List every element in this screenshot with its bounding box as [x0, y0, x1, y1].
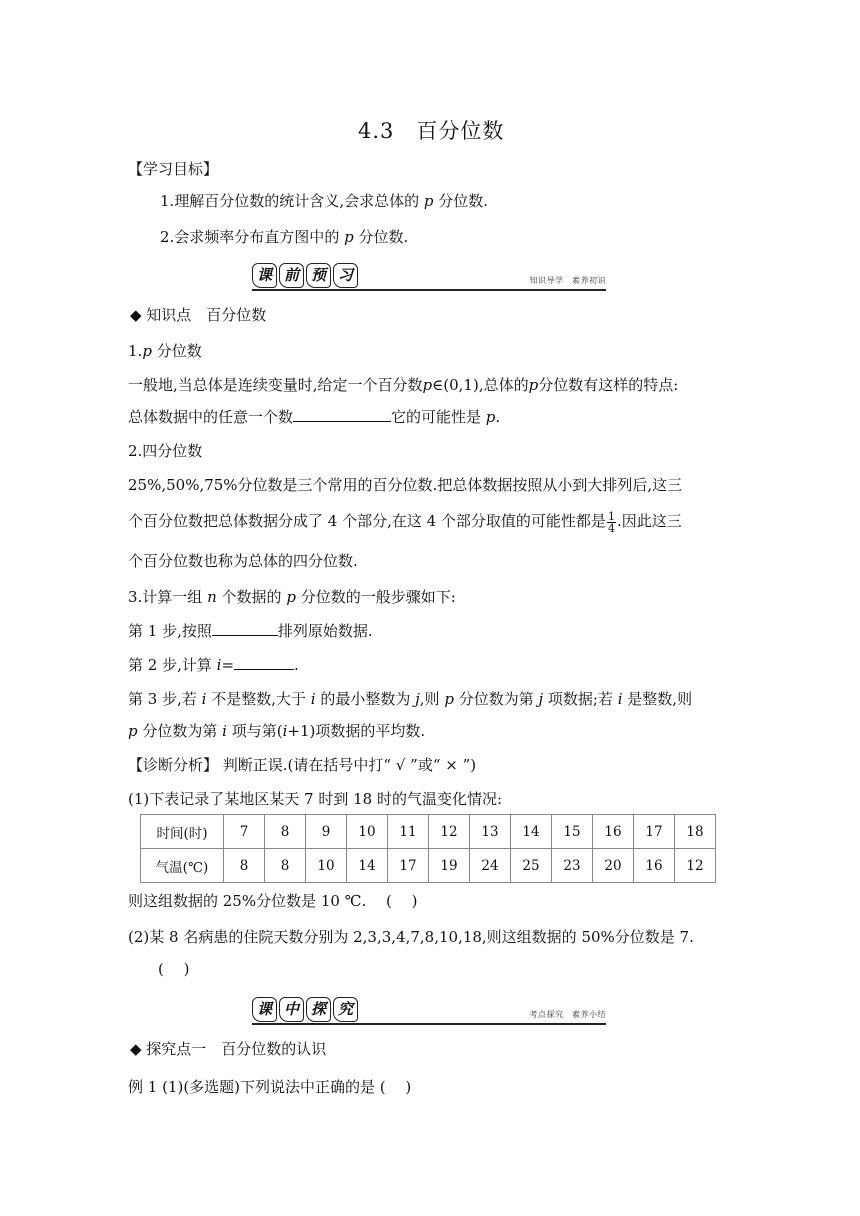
- section-1-line-1: 一般地,当总体是连续变量时,给定一个百分数p∈(0,1),总体的p分位数有这样的特点:: [128, 376, 679, 394]
- banner-char: 探: [306, 997, 331, 1022]
- objective-1: 1.理解百分位数的统计含义,会求总体的 p 分位数.: [160, 192, 489, 210]
- row-label-time: 时间(时): [141, 815, 224, 849]
- fill-blank[interactable]: [234, 655, 294, 670]
- table-cell: 8: [265, 849, 306, 883]
- table-cell: 17: [634, 815, 675, 849]
- row-label-temp: 气温(℃): [141, 849, 224, 883]
- table-cell: 8: [224, 849, 265, 883]
- banner-rule: [252, 289, 606, 291]
- fill-blank[interactable]: [212, 621, 278, 636]
- knowledge-heading: ◆ 知识点 百分位数: [130, 306, 267, 324]
- temperature-table: [140, 814, 716, 883]
- question-1: (1)下表记录了某地区某天 7 时到 18 时的气温变化情况:: [128, 790, 503, 808]
- fill-blank[interactable]: [293, 407, 391, 422]
- section-banner-explore: [252, 996, 606, 1026]
- table-cell: 17: [388, 849, 429, 883]
- section-banner-preview: [252, 262, 606, 292]
- banner-char: 习: [333, 263, 358, 288]
- table-cell: 16: [593, 815, 634, 849]
- table-cell: 15: [552, 815, 593, 849]
- question-2-bracket[interactable]: ( ): [158, 960, 190, 978]
- section-1-title: 1.p 分位数: [128, 342, 202, 360]
- table-cell: 10: [306, 849, 347, 883]
- step-3-line-2: p 分位数为第 i 项与第(i+1)项数据的平均数.: [128, 722, 426, 740]
- banner-rule: [252, 1023, 606, 1025]
- table-cell: 7: [224, 815, 265, 849]
- explore-heading: ◆ 探究点一 百分位数的认识: [130, 1040, 327, 1058]
- step-3-line-1: 第 3 步,若 i 不是整数,大于 i 的最小整数为 j,则 p 分位数为第 j 项数据;若 i 是整数,则: [128, 690, 693, 708]
- table-cell: 12: [429, 815, 470, 849]
- step-1: 第 1 步,按照 排列原始数据.: [128, 622, 373, 640]
- table-cell: 9: [306, 815, 347, 849]
- table-row: [141, 815, 716, 849]
- table-cell: 10: [347, 815, 388, 849]
- banner-title: [252, 997, 358, 1021]
- banner-char: 前: [279, 263, 304, 288]
- banner-title: [252, 263, 358, 287]
- table-cell: 25: [511, 849, 552, 883]
- banner-char: 课: [252, 997, 277, 1022]
- banner-subtitle: 知识导学 素养初识: [529, 276, 606, 285]
- section-2-title: 2.四分位数: [128, 442, 203, 460]
- example-1: 例 1 (1)(多选题)下列说法中正确的是 ( ): [128, 1078, 412, 1096]
- table-cell: 8: [265, 815, 306, 849]
- banner-char: 中: [279, 997, 304, 1022]
- section-2-line-1: 25%,50%,75%分位数是三个常用的百分位数.把总体数据按照从小到大排列后,这三: [128, 476, 683, 494]
- table-cell: 16: [634, 849, 675, 883]
- question-1-answer: 则这组数据的 25%分位数是 10 ℃. ( ): [128, 892, 418, 910]
- page-title: 4.3 百分位数: [358, 119, 505, 143]
- banner-subtitle: 考点探究 素养小结: [529, 1010, 606, 1019]
- section-1-line-2: 总体数据中的任意一个数 它的可能性是 p.: [128, 408, 501, 426]
- objective-2: 2.会求频率分布直方图中的 p 分位数.: [160, 228, 409, 246]
- diagnosis-line: 【诊断分析】 判断正误.(请在括号中打“ √ ”或“ × ”): [128, 756, 477, 774]
- table-cell: 11: [388, 815, 429, 849]
- table-cell: 18: [675, 815, 716, 849]
- section-3-title: 3.计算一组 n 个数据的 p 分位数的一般步骤如下:: [128, 588, 456, 606]
- question-2: (2)某 8 名病患的住院天数分别为 2,3,3,4,7,8,10,18,则这组数据的 50%分位数是 7.: [128, 928, 694, 946]
- fraction-one-quarter: $\frac{1}{4}$: [607, 509, 615, 535]
- table-row: [141, 849, 716, 883]
- table-cell: 19: [429, 849, 470, 883]
- banner-char: 预: [306, 263, 331, 288]
- step-2: 第 2 步,计算 i= .: [128, 656, 299, 674]
- table-cell: 12: [675, 849, 716, 883]
- table-cell: 24: [470, 849, 511, 883]
- banner-char: 课: [252, 263, 277, 288]
- section-2-line-2: 个百分位数把总体数据分成了 4 个部分,在这 4 个部分取值的可能性都是 $\frac{1}{4}$ .因此这三: [128, 509, 682, 535]
- table-cell: 13: [470, 815, 511, 849]
- table-cell: 14: [347, 849, 388, 883]
- objectives-header: 【学习目标】: [128, 160, 219, 178]
- banner-char: 究: [333, 997, 358, 1022]
- table-cell: 14: [511, 815, 552, 849]
- section-2-line-3: 个百分位数也称为总体的四分位数.: [128, 552, 358, 570]
- table-cell: 20: [593, 849, 634, 883]
- table-cell: 23: [552, 849, 593, 883]
